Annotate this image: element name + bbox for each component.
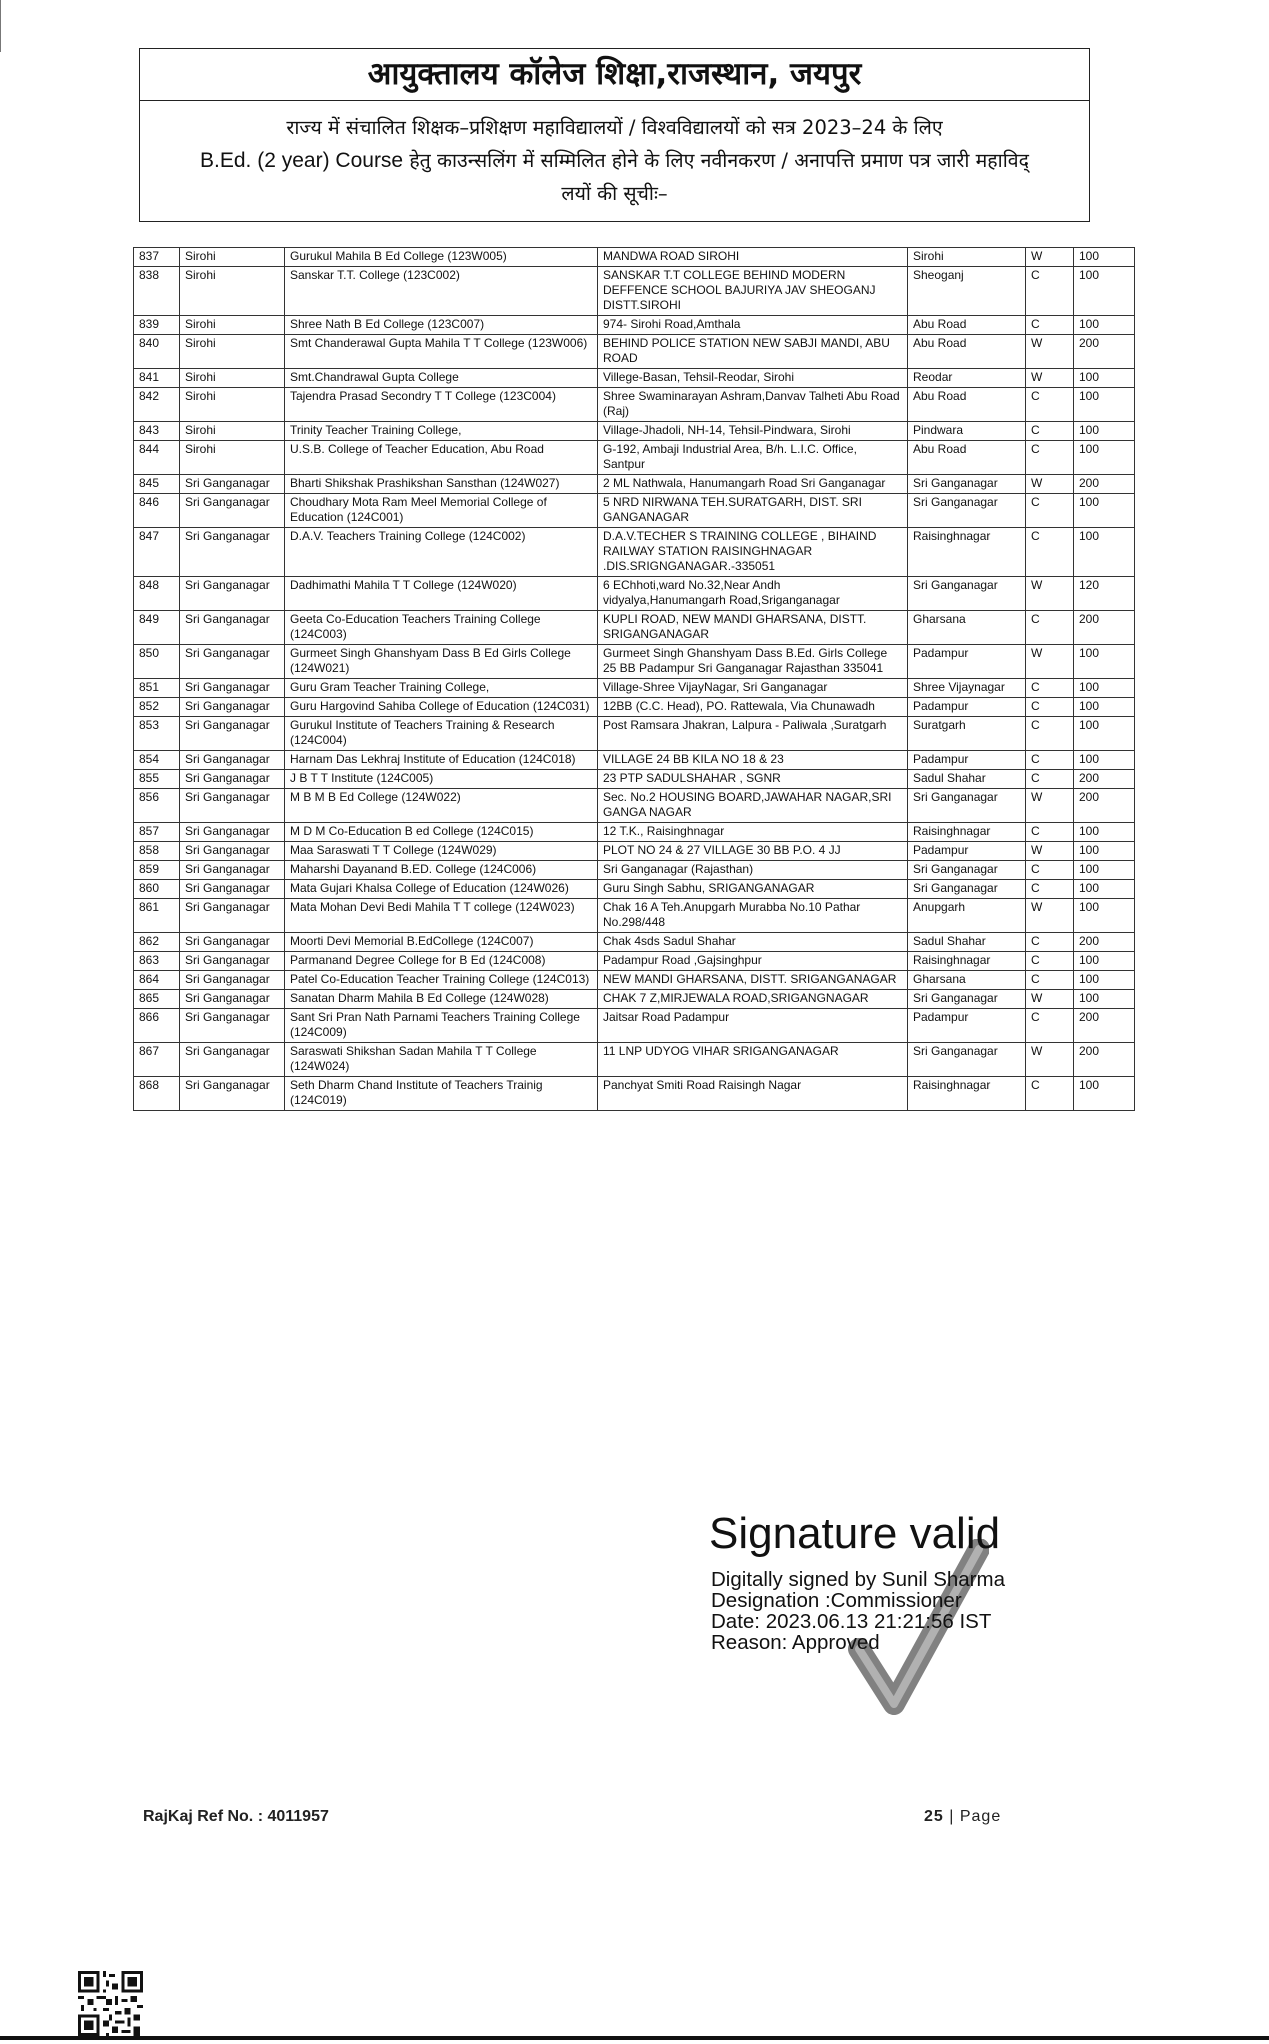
seats-cell: 200: [1074, 611, 1135, 645]
district-cell: Sri Ganganagar: [180, 990, 285, 1009]
address-cell: KUPLI ROAD, NEW MANDI GHARSANA, DISTT. SRIGANGANAGAR: [598, 611, 908, 645]
digital-signature-block: [709, 1509, 1049, 1819]
district-cell: Sri Ganganagar: [180, 1077, 285, 1111]
college-name-cell: Moorti Devi Memorial B.EdCollege (124C007): [285, 933, 598, 952]
college-name-cell: Geeta Co-Education Teachers Training College (124C003): [285, 611, 598, 645]
seats-cell: 100: [1074, 698, 1135, 717]
table-row: [134, 388, 1135, 422]
district-cell: Sri Ganganagar: [180, 528, 285, 577]
serial-number-cell: 865: [134, 990, 180, 1009]
college-type-cell: C: [1026, 770, 1074, 789]
district-cell: Sirohi: [180, 335, 285, 369]
college-name-cell: M B M B Ed College (124W022): [285, 789, 598, 823]
place-cell: Sri Ganganagar: [908, 990, 1026, 1009]
place-cell: Pindwara: [908, 422, 1026, 441]
place-cell: Shree Vijaynagar: [908, 679, 1026, 698]
seats-cell: 200: [1074, 1043, 1135, 1077]
signature-designation: Designation :Commissioner: [711, 1589, 962, 1612]
serial-number-cell: 854: [134, 751, 180, 770]
serial-number-cell: 852: [134, 698, 180, 717]
signature-valid-title: Signature valid: [709, 1509, 1001, 1558]
table-row: [134, 335, 1135, 369]
serial-number-cell: 862: [134, 933, 180, 952]
address-cell: 6 EChhoti,ward No.32,Near Andh vidyalya,Hanumangarh Road,Sriganganagar: [598, 577, 908, 611]
district-cell: Sri Ganganagar: [180, 494, 285, 528]
college-type-cell: C: [1026, 267, 1074, 316]
district-cell: Sri Ganganagar: [180, 717, 285, 751]
seats-cell: 100: [1074, 441, 1135, 475]
table-row: [134, 475, 1135, 494]
table-row: [134, 899, 1135, 933]
page-label: Page: [959, 1808, 1002, 1825]
district-cell: Sirohi: [180, 369, 285, 388]
seats-cell: 100: [1074, 1077, 1135, 1111]
place-cell: Sri Ganganagar: [908, 494, 1026, 528]
college-type-cell: C: [1026, 933, 1074, 952]
serial-number-cell: 845: [134, 475, 180, 494]
address-cell: 2 ML Nathwala, Hanumangarh Road Sri Ganganagar: [598, 475, 908, 494]
place-cell: Anupgarh: [908, 899, 1026, 933]
address-cell: Padampur Road ,Gajsinghpur: [598, 952, 908, 971]
college-type-cell: W: [1026, 899, 1074, 933]
seats-cell: 100: [1074, 422, 1135, 441]
serial-number-cell: 861: [134, 899, 180, 933]
place-cell: Sri Ganganagar: [908, 577, 1026, 611]
college-type-cell: C: [1026, 528, 1074, 577]
seats-cell: 100: [1074, 248, 1135, 267]
college-type-cell: C: [1026, 316, 1074, 335]
college-type-cell: C: [1026, 698, 1074, 717]
signature-details: [711, 1569, 1005, 1653]
place-cell: Raisinghnagar: [908, 1077, 1026, 1111]
seats-cell: 100: [1074, 645, 1135, 679]
serial-number-cell: 858: [134, 842, 180, 861]
college-name-cell: Smt.Chandrawal Gupta College: [285, 369, 598, 388]
college-type-cell: C: [1026, 717, 1074, 751]
place-cell: Abu Road: [908, 316, 1026, 335]
seats-cell: 100: [1074, 751, 1135, 770]
serial-number-cell: 859: [134, 861, 180, 880]
college-type-cell: C: [1026, 880, 1074, 899]
header-description: [140, 101, 1089, 210]
address-cell: Jaitsar Road Padampur: [598, 1009, 908, 1043]
qr-code-icon: [72, 1971, 149, 2036]
address-cell: G-192, Ambaji Industrial Area, B/h. L.I.C. Office, Santpur: [598, 441, 908, 475]
seats-cell: 100: [1074, 899, 1135, 933]
college-type-cell: W: [1026, 248, 1074, 267]
college-type-cell: C: [1026, 1077, 1074, 1111]
address-cell: Post Ramsara Jhakran, Lalpura - Paliwala ,Suratgarh: [598, 717, 908, 751]
place-cell: Sadul Shahar: [908, 933, 1026, 952]
table-row: [134, 248, 1135, 267]
college-name-cell: Mata Gujari Khalsa College of Education (124W026): [285, 880, 598, 899]
serial-number-cell: 860: [134, 880, 180, 899]
serial-number-cell: 841: [134, 369, 180, 388]
address-cell: BEHIND POLICE STATION NEW SABJI MANDI, ABU ROAD: [598, 335, 908, 369]
district-cell: Sirohi: [180, 316, 285, 335]
college-name-cell: Sant Sri Pran Nath Parnami Teachers Training College (124C009): [285, 1009, 598, 1043]
place-cell: Abu Road: [908, 441, 1026, 475]
college-name-cell: Choudhary Mota Ram Meel Memorial College of Education (124C001): [285, 494, 598, 528]
place-cell: Padampur: [908, 751, 1026, 770]
signature-reason: Reason: Approved: [711, 1631, 880, 1654]
college-type-cell: C: [1026, 494, 1074, 528]
address-cell: Gurmeet Singh Ghanshyam Dass B.Ed. Girls College 25 BB Padampur Sri Ganganagar Rajasthan 335041: [598, 645, 908, 679]
college-type-cell: C: [1026, 971, 1074, 990]
table-row: [134, 971, 1135, 990]
college-type-cell: W: [1026, 369, 1074, 388]
place-cell: Reodar: [908, 369, 1026, 388]
serial-number-cell: 851: [134, 679, 180, 698]
seats-cell: 100: [1074, 369, 1135, 388]
district-cell: Sirohi: [180, 422, 285, 441]
place-cell: Gharsana: [908, 611, 1026, 645]
college-name-cell: Patel Co-Education Teacher Training College (124C013): [285, 971, 598, 990]
college-name-cell: Harnam Das Lekhraj Institute of Education (124C018): [285, 751, 598, 770]
seats-cell: 200: [1074, 789, 1135, 823]
college-name-cell: Gurmeet Singh Ghanshyam Dass B Ed Girls College (124W021): [285, 645, 598, 679]
serial-number-cell: 840: [134, 335, 180, 369]
place-cell: Sri Ganganagar: [908, 475, 1026, 494]
table-row: [134, 698, 1135, 717]
address-cell: PLOT NO 24 & 27 VILLAGE 30 BB P.O. 4 JJ: [598, 842, 908, 861]
header-desc-line-1: राज्य में संचालित शिक्षक–प्रशिक्षण महाविद्यालयों / विश्वविद्यालयों को सत्र 2023–24 के लिए: [286, 116, 943, 139]
table-row: [134, 990, 1135, 1009]
district-cell: Sri Ganganagar: [180, 823, 285, 842]
college-type-cell: C: [1026, 441, 1074, 475]
address-cell: Chak 4sds Sadul Shahar: [598, 933, 908, 952]
serial-number-cell: 850: [134, 645, 180, 679]
college-name-cell: Tajendra Prasad Secondry T T College (123C004): [285, 388, 598, 422]
district-cell: Sri Ganganagar: [180, 751, 285, 770]
seats-cell: 200: [1074, 1009, 1135, 1043]
college-name-cell: U.S.B. College of Teacher Education, Abu Road: [285, 441, 598, 475]
district-cell: Sri Ganganagar: [180, 679, 285, 698]
seats-cell: 100: [1074, 316, 1135, 335]
place-cell: Sri Ganganagar: [908, 1043, 1026, 1077]
college-name-cell: Gurukul Mahila B Ed College (123W005): [285, 248, 598, 267]
table-row: [134, 861, 1135, 880]
serial-number-cell: 853: [134, 717, 180, 751]
college-name-cell: Parmanand Degree College for B Ed (124C008): [285, 952, 598, 971]
college-type-cell: C: [1026, 679, 1074, 698]
address-cell: VILLAGE 24 BB KILA NO 18 & 23: [598, 751, 908, 770]
seats-cell: 100: [1074, 267, 1135, 316]
bottom-border: [0, 2036, 1269, 2040]
place-cell: Suratgarh: [908, 717, 1026, 751]
address-cell: Village-Shree VijayNagar, Sri Ganganagar: [598, 679, 908, 698]
place-cell: Padampur: [908, 645, 1026, 679]
serial-number-cell: 857: [134, 823, 180, 842]
address-cell: Shree Swaminarayan Ashram,Danvav Talheti Abu Road (Raj): [598, 388, 908, 422]
place-cell: Raisinghnagar: [908, 952, 1026, 971]
course-name: B.Ed. (2 year) Course: [200, 149, 404, 172]
table-row: [134, 611, 1135, 645]
seats-cell: 100: [1074, 823, 1135, 842]
college-type-cell: W: [1026, 475, 1074, 494]
place-cell: Gharsana: [908, 971, 1026, 990]
college-name-cell: D.A.V. Teachers Training College (124C002): [285, 528, 598, 577]
place-cell: Abu Road: [908, 335, 1026, 369]
college-type-cell: C: [1026, 861, 1074, 880]
district-cell: Sri Ganganagar: [180, 842, 285, 861]
seats-cell: 100: [1074, 880, 1135, 899]
seats-cell: 100: [1074, 952, 1135, 971]
header-desc-line-2: [170, 144, 1059, 177]
college-name-cell: Guru Gram Teacher Training College,: [285, 679, 598, 698]
table-row: [134, 422, 1135, 441]
college-type-cell: C: [1026, 823, 1074, 842]
seats-cell: 200: [1074, 475, 1135, 494]
address-cell: Sri Ganganagar (Rajasthan): [598, 861, 908, 880]
rajkaj-ref-number: RajKaj Ref No. : 4011957: [143, 1808, 329, 1825]
college-type-cell: W: [1026, 789, 1074, 823]
table-row: [134, 1043, 1135, 1077]
college-type-cell: C: [1026, 388, 1074, 422]
college-name-cell: Mata Mohan Devi Bedi Mahila T T college (124W023): [285, 899, 598, 933]
place-cell: Raisinghnagar: [908, 823, 1026, 842]
table-row: [134, 369, 1135, 388]
college-type-cell: C: [1026, 952, 1074, 971]
table-row: [134, 823, 1135, 842]
college-name-cell: Shree Nath B Ed College (123C007): [285, 316, 598, 335]
place-cell: Padampur: [908, 698, 1026, 717]
address-cell: Village-Jhadoli, NH-14, Tehsil-Pindwara, Sirohi: [598, 422, 908, 441]
district-cell: Sirohi: [180, 267, 285, 316]
place-cell: Sheoganj: [908, 267, 1026, 316]
college-type-cell: W: [1026, 645, 1074, 679]
page-number-value: 25: [924, 1808, 944, 1825]
district-cell: Sri Ganganagar: [180, 933, 285, 952]
seats-cell: 100: [1074, 528, 1135, 577]
college-name-cell: Sanatan Dharm Mahila B Ed College (124W028): [285, 990, 598, 1009]
serial-number-cell: 866: [134, 1009, 180, 1043]
college-type-cell: W: [1026, 335, 1074, 369]
district-cell: Sirohi: [180, 388, 285, 422]
address-cell: 974- Sirohi Road,Amthala: [598, 316, 908, 335]
table-row: [134, 717, 1135, 751]
college-name-cell: Maharshi Dayanand B.ED. College (124C006): [285, 861, 598, 880]
serial-number-cell: 855: [134, 770, 180, 789]
table-row: [134, 1077, 1135, 1111]
place-cell: Sri Ganganagar: [908, 789, 1026, 823]
serial-number-cell: 848: [134, 577, 180, 611]
seats-cell: 120: [1074, 577, 1135, 611]
document-header: [139, 48, 1090, 222]
college-type-cell: C: [1026, 611, 1074, 645]
serial-number-cell: 864: [134, 971, 180, 990]
college-type-cell: W: [1026, 577, 1074, 611]
district-cell: Sri Ganganagar: [180, 770, 285, 789]
place-cell: Abu Road: [908, 388, 1026, 422]
place-cell: Sri Ganganagar: [908, 861, 1026, 880]
district-cell: Sri Ganganagar: [180, 880, 285, 899]
college-type-cell: C: [1026, 1009, 1074, 1043]
table-row: [134, 679, 1135, 698]
college-name-cell: Gurukul Institute of Teachers Training & Research (124C004): [285, 717, 598, 751]
address-cell: MANDWA ROAD SIROHI: [598, 248, 908, 267]
address-cell: 23 PTP SADULSHAHAR , SGNR: [598, 770, 908, 789]
college-name-cell: Bharti Shikshak Prashikshan Sansthan (124W027): [285, 475, 598, 494]
seats-cell: 200: [1074, 933, 1135, 952]
district-cell: Sri Ganganagar: [180, 971, 285, 990]
serial-number-cell: 842: [134, 388, 180, 422]
table-row: [134, 316, 1135, 335]
college-type-cell: C: [1026, 422, 1074, 441]
seats-cell: 100: [1074, 388, 1135, 422]
place-cell: Sadul Shahar: [908, 770, 1026, 789]
serial-number-cell: 856: [134, 789, 180, 823]
address-cell: 12 T.K., Raisinghnagar: [598, 823, 908, 842]
table-row: [134, 952, 1135, 971]
college-list-table: [133, 247, 1135, 1111]
college-type-cell: C: [1026, 751, 1074, 770]
college-name-cell: Trinity Teacher Training College,: [285, 422, 598, 441]
seats-cell: 100: [1074, 990, 1135, 1009]
college-type-cell: W: [1026, 990, 1074, 1009]
serial-number-cell: 847: [134, 528, 180, 577]
address-cell: 11 LNP UDYOG VIHAR SRIGANGANAGAR: [598, 1043, 908, 1077]
seats-cell: 100: [1074, 861, 1135, 880]
district-cell: Sri Ganganagar: [180, 952, 285, 971]
serial-number-cell: 863: [134, 952, 180, 971]
place-cell: Padampur: [908, 842, 1026, 861]
college-name-cell: Seth Dharm Chand Institute of Teachers Trainig (124C019): [285, 1077, 598, 1111]
district-cell: Sri Ganganagar: [180, 899, 285, 933]
address-cell: 12BB (C.C. Head), PO. Rattewala, Via Chunawadh: [598, 698, 908, 717]
serial-number-cell: 837: [134, 248, 180, 267]
page-number-separator: |: [943, 1808, 960, 1825]
table-row: [134, 494, 1135, 528]
college-name-cell: Smt Chanderawal Gupta Mahila T T College (123W006): [285, 335, 598, 369]
serial-number-cell: 839: [134, 316, 180, 335]
address-cell: NEW MANDI GHARSANA, DISTT. SRIGANGANAGAR: [598, 971, 908, 990]
table-row: [134, 577, 1135, 611]
header-desc-line-2-text: हेतु काउन्सलिंग में सम्मिलित होने के लिए नवीनकरण / अनापत्ति प्रमाण पत्र जारी महाविद्: [403, 149, 1029, 172]
table-row: [134, 789, 1135, 823]
place-cell: Sri Ganganagar: [908, 880, 1026, 899]
place-cell: Padampur: [908, 1009, 1026, 1043]
college-name-cell: Guru Hargovind Sahiba College of Education (124C031): [285, 698, 598, 717]
address-cell: Guru Singh Sabhu, SRIGANGANAGAR: [598, 880, 908, 899]
district-cell: Sri Ganganagar: [180, 1043, 285, 1077]
college-name-cell: Sanskar T.T. College (123C002): [285, 267, 598, 316]
college-name-cell: Saraswati Shikshan Sadan Mahila T T College (124W024): [285, 1043, 598, 1077]
header-desc-line-3: लयों की सूचीः–: [561, 182, 668, 205]
address-cell: Panchyat Smiti Road Raisingh Nagar: [598, 1077, 908, 1111]
table-row: [134, 770, 1135, 789]
table-row: [134, 441, 1135, 475]
college-name-cell: Dadhimathi Mahila T T College (124W020): [285, 577, 598, 611]
table-row: [134, 880, 1135, 899]
district-cell: Sri Ganganagar: [180, 861, 285, 880]
signature-date: Date: 2023.06.13 21:21:56 IST: [711, 1610, 992, 1633]
address-cell: Sec. No.2 HOUSING BOARD,JAWAHAR NAGAR,SRI GANGA NAGAR: [598, 789, 908, 823]
table-row: [134, 528, 1135, 577]
seats-cell: 200: [1074, 335, 1135, 369]
table-row: [134, 751, 1135, 770]
table-row: [134, 267, 1135, 316]
address-cell: Chak 16 A Teh.Anupgarh Murabba No.10 Pathar No.298/448: [598, 899, 908, 933]
serial-number-cell: 843: [134, 422, 180, 441]
table-row: [134, 933, 1135, 952]
serial-number-cell: 867: [134, 1043, 180, 1077]
college-type-cell: W: [1026, 842, 1074, 861]
table-row: [134, 842, 1135, 861]
serial-number-cell: 849: [134, 611, 180, 645]
district-cell: Sri Ganganagar: [180, 611, 285, 645]
district-cell: Sirohi: [180, 248, 285, 267]
district-cell: Sirohi: [180, 441, 285, 475]
place-cell: Sirohi: [908, 248, 1026, 267]
college-name-cell: Maa Saraswati T T College (124W029): [285, 842, 598, 861]
district-cell: Sri Ganganagar: [180, 645, 285, 679]
seats-cell: 100: [1074, 717, 1135, 751]
college-name-cell: M D M Co-Education B ed College (124C015): [285, 823, 598, 842]
table-row: [134, 1009, 1135, 1043]
serial-number-cell: 838: [134, 267, 180, 316]
header-title: आयुक्तालय कॉलेज शिक्षा,राजस्थान, जयपुर: [140, 49, 1089, 101]
district-cell: Sri Ganganagar: [180, 698, 285, 717]
district-cell: Sri Ganganagar: [180, 789, 285, 823]
college-type-cell: W: [1026, 1043, 1074, 1077]
serial-number-cell: 846: [134, 494, 180, 528]
address-cell: D.A.V.TECHER S TRAINING COLLEGE , BIHAIND RAILWAY STATION RAISINGHNAGAR .DIS.SRIGNGANAGAR.-335051: [598, 528, 908, 577]
serial-number-cell: 844: [134, 441, 180, 475]
table-row: [134, 645, 1135, 679]
address-cell: 5 NRD NIRWANA TEH.SURATGARH, DIST. SRI GANGANAGAR: [598, 494, 908, 528]
college-name-cell: J B T T Institute (124C005): [285, 770, 598, 789]
place-cell: Raisinghnagar: [908, 528, 1026, 577]
serial-number-cell: 868: [134, 1077, 180, 1111]
signature-signed-by: Digitally signed by Sunil Sharma: [711, 1568, 1005, 1591]
seats-cell: 100: [1074, 679, 1135, 698]
seats-cell: 100: [1074, 971, 1135, 990]
page-number: [924, 1808, 1001, 1826]
district-cell: Sri Ganganagar: [180, 577, 285, 611]
district-cell: Sri Ganganagar: [180, 1009, 285, 1043]
seats-cell: 100: [1074, 494, 1135, 528]
seats-cell: 200: [1074, 770, 1135, 789]
left-edge-rule: [0, 0, 1, 52]
address-cell: Villege-Basan, Tehsil-Reodar, Sirohi: [598, 369, 908, 388]
table-body: [134, 248, 1135, 1111]
address-cell: CHAK 7 Z,MIRJEWALA ROAD,SRIGANGNAGAR: [598, 990, 908, 1009]
seats-cell: 100: [1074, 842, 1135, 861]
district-cell: Sri Ganganagar: [180, 475, 285, 494]
address-cell: SANSKAR T.T COLLEGE BEHIND MODERN DEFFENCE SCHOOL BAJURIYA JAV SHEOGANJ DISTT.SIROHI: [598, 267, 908, 316]
